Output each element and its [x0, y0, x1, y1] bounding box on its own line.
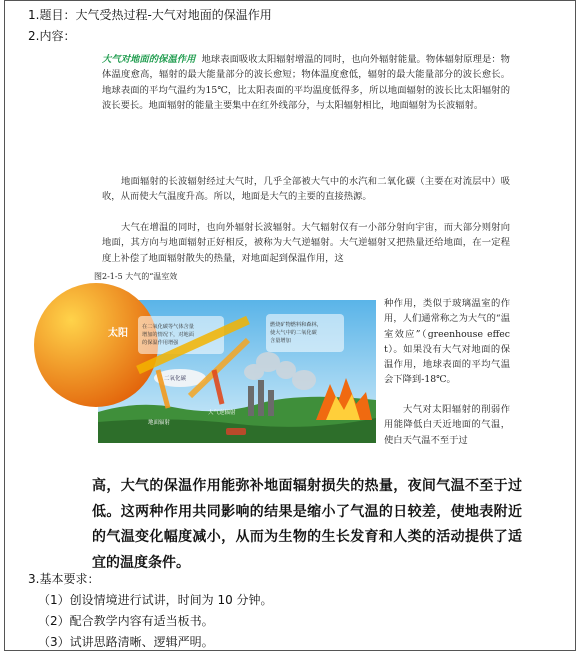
left-note-label: 在二氧化碳等气体含量增加的情况下，对地面的保温作用增强	[142, 324, 194, 346]
excerpt-paragraph-1: 大气对地面的保温作用 地球表面吸收太阳辐射增温的同时，也向外辐射能量。物体辐射原理是：物体温度愈高，辐射的最大能量部分的波长愈短；物体温度愈低，辐射的最大能量部分的波长愈长。地球表面的平均气温约为15℃，比太阳表面的平均温度低得多，所以地面辐射的波长比太阳辐射的波长要长。地面辐射的能量主要集中在红外线部分，与太阳辐射相比，地面辐射为长波辐射。	[102, 54, 510, 111]
right-note-label: 燃烧矿物燃料和森林，使大气中的二氧化碳含量增加	[270, 322, 322, 344]
co2-label: 二氧化碳	[164, 376, 187, 382]
excerpt-heading: 大气对地面的保温作用	[102, 54, 196, 65]
topic-title: 1.题目：大气受热过程-大气对地面的保温作用	[28, 8, 272, 22]
excerpt-paragraph-2: 地面辐射的长波辐射经过大气时，几乎全部被大气中的水汽和二氧化碳（主要在对流层中）吸收，从而使大气温度升高。所以，地面是大气的主要的直接热源。	[102, 176, 510, 203]
greenhouse-effect-figure	[98, 300, 376, 443]
content-label: 2.内容：	[28, 29, 76, 43]
counter-radiation-label: 大气逆辐射	[208, 410, 236, 416]
requirement-item-3: （3）试讲思路清晰、逻辑严明。	[38, 635, 214, 649]
car-shape	[226, 428, 246, 435]
excerpt-paragraph-3-continued: 种作用，类似于玻璃温室的作用，人们通常称之为大气的“温室效应”（greenhouse effect）。如果没有大气对地面的保温作用，地球表面的平均气温会下降到-18℃。	[384, 298, 510, 386]
textbook-excerpt	[92, 44, 519, 446]
bold-continuation-passage: 高，大气的保温作用能弥补地面辐射损失的热量，夜间气温不至于过低。这两种作用共同影响的结果是缩小了气温的日较差，使地表附近的气温变化幅度减小，从而为生物的生长发育和人类的活动提供了适宜的温度条件。	[92, 478, 522, 571]
sun-label: 太阳	[108, 328, 128, 339]
excerpt-paragraph-4: 大气对太阳辐射的削弱作用能降低白天近地面的气温，使白天气温不至于过	[384, 404, 510, 446]
greenhouse-illustration	[98, 300, 376, 443]
requirement-item-1: （1）创设情境进行试讲，时间为 10 分钟。	[38, 593, 273, 607]
excerpt-paragraph-3: 大气在增温的同时，也向外辐射长波辐射。大气辐射仅有一小部分射向宇宙，而大部分则射向地面，其方向与地面辐射正好相反，被称为大气逆辐射。大气逆辐射又把热量还给地面，在一定程度上补偿了地面辐射散失的热量，对地面起到保温作用，这	[102, 222, 510, 264]
figure-caption: 图2-1-5 大气的“温室效	[94, 272, 178, 281]
requirement-item-2: （2）配合教学内容有适当板书。	[38, 614, 214, 628]
ground-radiation-label: 地面辐射	[148, 420, 171, 426]
requirements-label: 3.基本要求：	[28, 572, 100, 586]
